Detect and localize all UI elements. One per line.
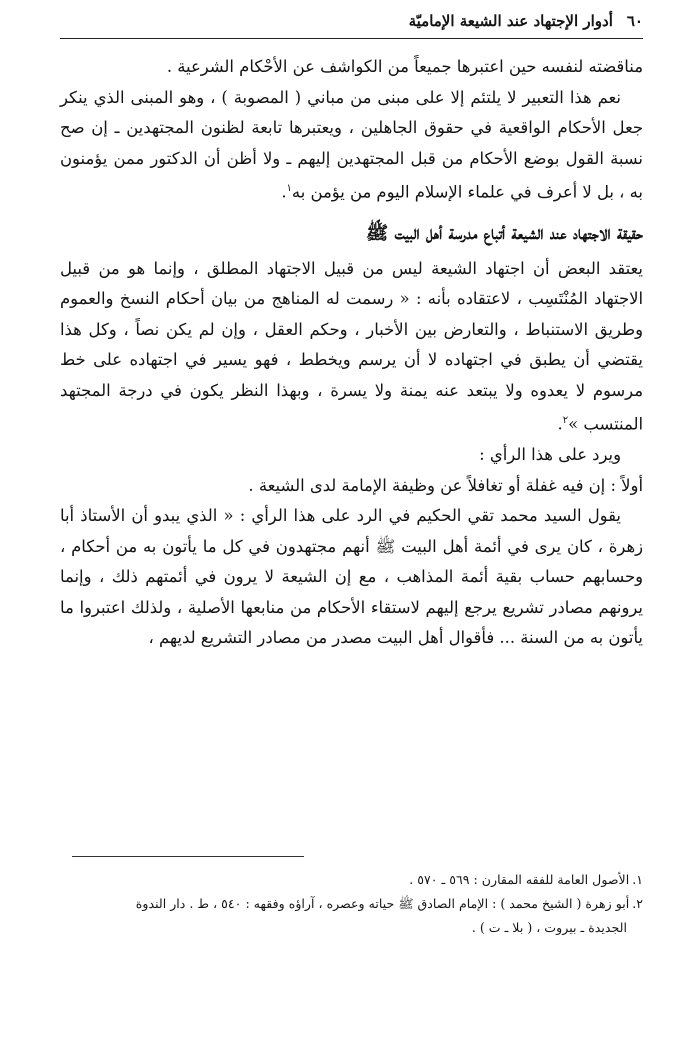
footnote-2 [60, 892, 643, 916]
paragraph-6-text: يقول السيد محمد تقي الحكيم في الرد على هذا الرأي : « الذي يبدو أن الأستاذ أبا زهرة ، كان يرى في أئمة أهل البيت ﷺ أنهم مجتهدون في كل ما يأتون به من أحكام ، وحسابهم حساب بقية أئمة المذاهب ، مع إن الشيعة لا يرون في أئمتهم ذلك ، وإنما يرونهم مصادر تشريع يرجع إليهم لاستقاء الأحكام من منابعها الأصلية ، ولذلك اعتبروا ما يأتون به من السنة ... فأقوال أهل البيت مصدر من مصادر التشريع لديهم ، [60, 506, 643, 648]
paragraph-4 [60, 440, 643, 471]
running-title: أدوار الإجتهاد عند الشيعة الإماميّة [408, 12, 613, 30]
footnote-1 [60, 868, 643, 892]
footnotes [60, 868, 643, 940]
footnote-2-number: ٢. [632, 896, 643, 911]
section-heading: حقيقة الاجتهاد عند الشيعة أتباع مدرسة أهل البيت ﷺ [365, 222, 643, 244]
footnote-ref-2[interactable]: ٢ [562, 415, 569, 427]
footnote-rule [72, 856, 304, 857]
footnote-2-continuation [60, 916, 643, 940]
paragraph-2-text: نعم هذا التعبير لا يلتئم إلا على مبنى من مباني ( المصوبة ) ، وهو المبنى الذي ينكر جعل الأحكام الواقعية في حقوق الجاهلين ، ويعتبرها تابعة لظنون المجتهدين ـ إن صح نسبة القول بوضع الأحكام من قبل المجتهدين إليهم ـ ولا أظن أن الدكتور ممن يؤمنون به ، بل لا أعرف في علماء الإسلام اليوم من يؤمن به [60, 87, 643, 202]
footnote-1-number: ١. [632, 872, 643, 887]
paragraph-5 [60, 471, 643, 502]
footnote-2-continuation-text: الجديدة ـ بيروت ، ( بلا ـ ت ) . [471, 920, 627, 935]
paragraph-3: يعتقد البعض أن اجتهاد الشيعة ليس من قبيل الاجتهاد المطلق ، وإنما هو من قبيل الاجتهاد المُنْتَسِب ، لاعتقاده بأنه : « رسمت له المناهج من بيان أحكام النسخ والعموم وطريق الاستنباط ، والتعارض بين الأخبار ، وحكم العقل ، وإن لم يكن نصاً ، وكل هذا يقتضي أن يطبق في اجتهاده لا أن يرسم ويخطط ، فهو يسير في اجتهاده على خط مرسوم لا يعدوه ولا يبتعد عنه يمنة ولا يسرة ، وبهذا النظر يكون في درجة المجتهد المنتسب »$^٢$. [60, 258, 643, 434]
paragraph-1-text: مناقضته لنفسه حين اعتبرها جميعاً من الكواشف عن الأحْكام الشرعية . [166, 57, 643, 76]
footnote-2-text: أبو زهرة ( الشيخ محمد ) : الإمام الصادق ﷺ حياته وعصره ، آراؤه وفقهه : ٥٤٠ ، ط . دار الندوة [135, 896, 630, 911]
paragraph-4-text: ويرد على هذا الرأي : [479, 445, 621, 465]
paragraph-6 [60, 501, 643, 654]
paragraph-5-text: أولاً : إن فيه غفلة أو تغافلاً عن وظيفة الإمامة لدى الشيعة . [248, 475, 643, 495]
paragraph-1 [60, 52, 643, 83]
header-rule [60, 38, 643, 39]
footnote-1-text: الأصول العامة للفقه المقارن : ٥٦٩ ـ ٥٧٠ . [409, 872, 630, 887]
paragraph-3-text: يعتقد البعض أن اجتهاد الشيعة ليس من قبيل الاجتهاد المطلق ، وإنما هو من قبيل الاجتهاد المُنْتَسِب ، لاعتقاده بأنه : « رسمت له المناهج من بيان أحكام النسخ والعموم وطريق الاستنباط ، والتعارض بين الأخبار ، وحكم العقل ، وإن لم يكن نصاً ، وكل هذا يقتضي أن يطبق في اجتهاده لا أن يرسم ويخطط ، فهو يسير في اجتهاده على خط مرسوم لا يعدوه ولا يبتعد عنه يمنة ولا يسرة ، وبهذا النظر يكون في درجة المجتهد المنتسب » [60, 258, 643, 434]
paragraph-2: نعم هذا التعبير لا يلتئم إلا على مبنى من مباني ( المصوبة ) ، وهو المبنى الذي ينكر جعل الأحكام الواقعية في حقوق الجاهلين ، ويعتبرها تابعة لظنون المجتهدين ـ إن صح نسبة القول بوضع الأحكام من قبل المجتهدين إليهم ـ ولا أظن أن الدكتور ممن يؤمنون به ، بل لا أعرف في علماء الإسلام اليوم من يؤمن به$^١$. [60, 87, 643, 202]
footnote-ref-1[interactable]: ١ [286, 183, 292, 194]
main-text [60, 52, 643, 654]
page-number: ٦٠ [626, 12, 643, 30]
running-header [60, 8, 643, 34]
